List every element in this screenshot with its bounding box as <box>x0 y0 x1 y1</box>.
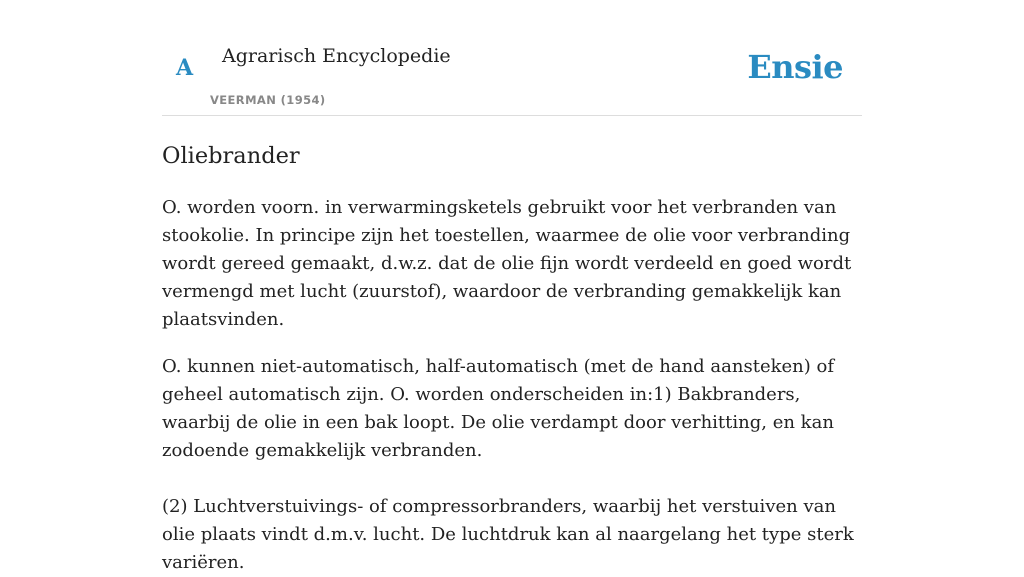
article-paragraph: O. kunnen niet-automatisch, half-automatisch (met de hand aansteken) of geheel automatisch zijn. O. worden onderscheiden in:1) Bakbranders, waarbij de olie in een bak loopt. De olie verdampt door verhitting, en kan zodoende gemakkelijk verbranden. <box>162 356 834 461</box>
publication-author: VEERMAN (1954) <box>210 93 326 107</box>
article-paragraph: (2) Luchtverstuivings- of compressorbranders, waarbij het verstuiven van olie plaats vindt d.m.v. lucht. De luchtdruk kan al naargelang het type sterk variëren. <box>162 496 854 573</box>
site-header <box>162 0 862 116</box>
article-title: Oliebrander <box>162 143 300 169</box>
ensie-logo-link[interactable]: Ensie <box>747 48 843 86</box>
page <box>162 0 862 577</box>
article-body <box>162 194 862 577</box>
letter-index-link[interactable]: A <box>176 55 194 81</box>
publication-title-link[interactable]: Agrarisch Encyclopedie <box>222 45 451 67</box>
article-paragraph: O. worden voorn. in verwarmingsketels gebruikt voor het verbranden van stookolie. In principe zijn het toestellen, waarmee de olie voor verbranding wordt gereed gemaakt, d.w.z. dat de olie fijn wordt verdeeld en goed wordt vermengd met lucht (zuurstof), waardoor de verbranding gemakkelijk kan plaatsvinden. <box>162 197 852 330</box>
